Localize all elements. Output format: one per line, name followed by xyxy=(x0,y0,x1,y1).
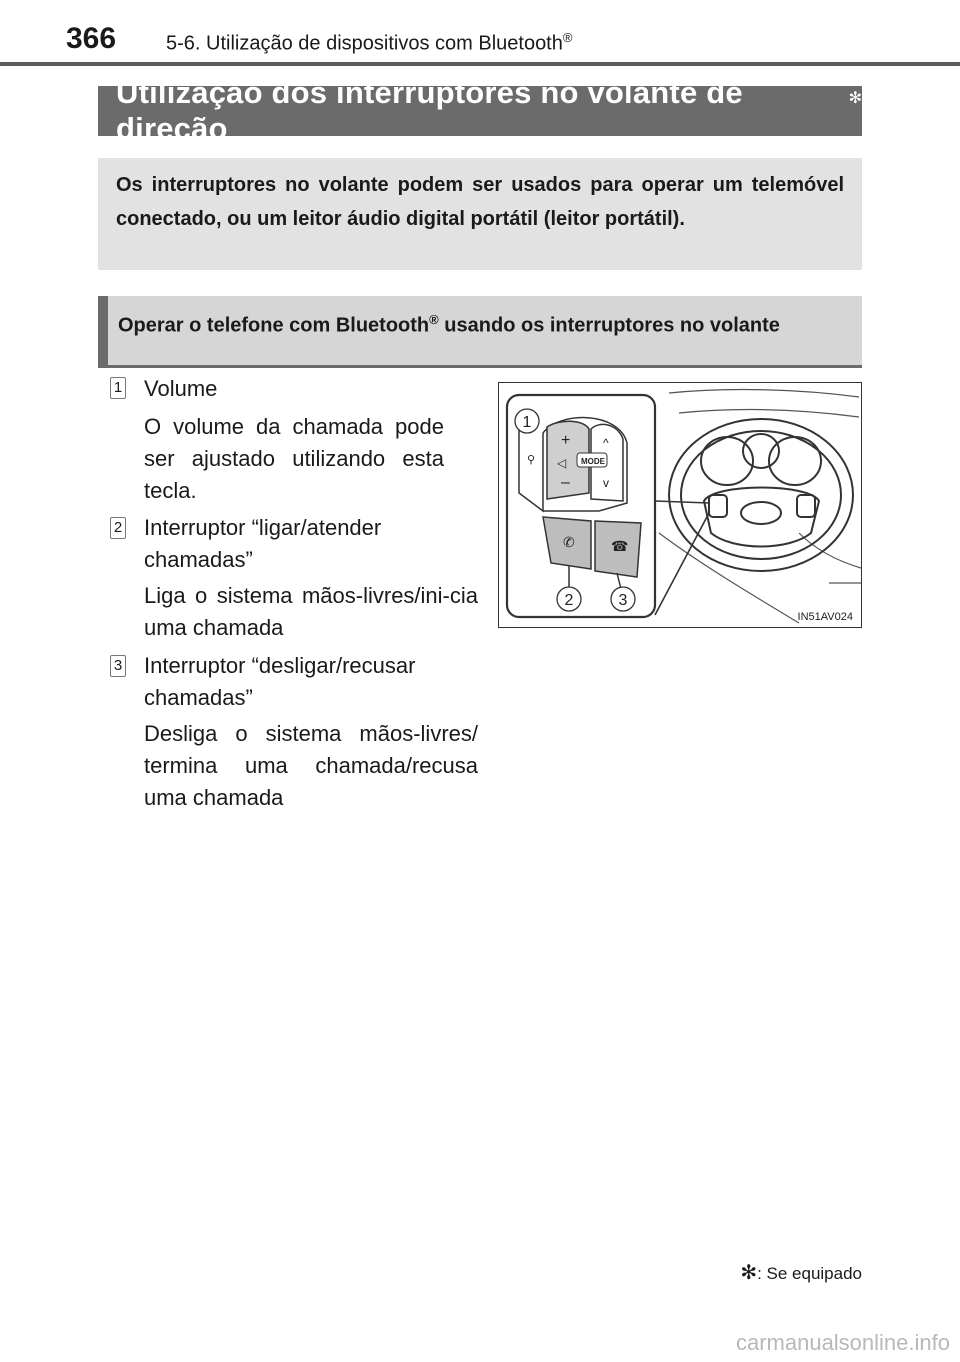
svg-text:☎: ☎ xyxy=(611,538,629,554)
item-title-3: Interruptor “desligar/recusar chamadas” xyxy=(144,653,416,710)
intro-box: Os interruptores no volante podem ser usados para operar um telemóvel conectado, ou um leitor áudio digital portátil (leitor portátil). xyxy=(98,158,862,270)
svg-text:⚲: ⚲ xyxy=(527,454,536,466)
callout-1: 1 xyxy=(522,414,532,431)
footnote xyxy=(740,1260,862,1285)
svg-text:–: – xyxy=(561,474,570,491)
steering-wheel-drawing xyxy=(499,383,861,627)
svg-text:^: ^ xyxy=(603,436,609,450)
svg-text:✆: ✆ xyxy=(563,534,575,550)
equipped-marker-icon: ✻ xyxy=(848,90,862,107)
callout-3: 3 xyxy=(618,592,628,609)
footnote-marker-icon: ✻ xyxy=(740,1262,758,1284)
callout-2: 2 xyxy=(564,592,574,609)
item-desc-2: Liga o sistema mãos-livres/ini-cia uma chamada xyxy=(144,583,478,640)
header-rule xyxy=(0,62,960,66)
subsection-title-part1: Operar o telefone com Bluetooth xyxy=(118,314,430,337)
section-title: Utilização dos interruptores no volante de direção xyxy=(116,75,743,146)
figure-code: IN51AV024 xyxy=(797,611,853,623)
item-number-2: 2 xyxy=(110,516,126,539)
running-head-text: 5-6. Utilização de dispositivos com Bluetooth xyxy=(166,32,563,55)
page-number: 366 xyxy=(66,22,117,55)
watermark: carmanualsonline.info xyxy=(735,1330,950,1355)
subsection-registered-mark: ® xyxy=(429,312,439,327)
item-desc-1: O volume da chamada pode ser ajustado utilizando esta tecla. xyxy=(144,414,444,503)
item-desc-3: Desliga o sistema mãos-livres/ termina uma chamada/recusa uma chamada xyxy=(144,721,478,810)
footnote-text: : Se equipado xyxy=(757,1264,862,1283)
subsection-title-part2: usando os interruptores no volante xyxy=(438,314,780,337)
steering-switch-illustration xyxy=(498,382,862,628)
item-number-1: 1 xyxy=(110,376,126,399)
section-title-bar xyxy=(98,75,862,146)
running-head xyxy=(166,30,572,56)
svg-text:+: + xyxy=(561,432,571,449)
registered-mark: ® xyxy=(562,30,573,45)
svg-text:◁: ◁ xyxy=(557,456,567,470)
item-number-3: 3 xyxy=(110,654,126,677)
subsection-heading xyxy=(98,296,862,368)
item-title-2: Interruptor “ligar/atender chamadas” xyxy=(144,515,382,572)
mode-button-label: MODE xyxy=(581,457,605,466)
svg-text:v: v xyxy=(603,476,609,490)
item-title-1: Volume xyxy=(144,376,218,401)
